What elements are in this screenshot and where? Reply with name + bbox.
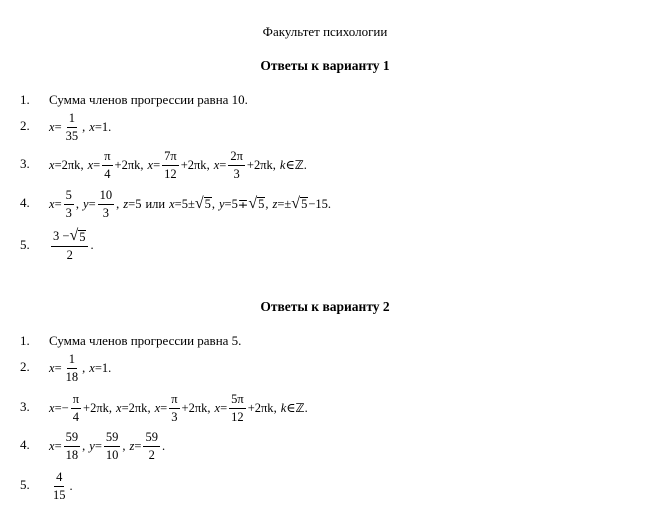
radicand: 5 — [79, 229, 86, 244]
answer-number: 2. — [20, 118, 30, 133]
fraction — [51, 471, 68, 501]
answer-number: 2. — [20, 359, 30, 374]
comma: , — [272, 157, 276, 172]
equals-sign: = — [160, 400, 168, 415]
element-of-sign: ∈ — [285, 158, 295, 172]
numerator: 59 — [64, 431, 81, 447]
fraction — [104, 431, 121, 461]
numerator: 7π — [162, 150, 179, 166]
fraction — [162, 150, 179, 180]
denominator: 3 — [171, 409, 178, 424]
faculty-heading: Факультет психологии — [262, 24, 388, 39]
radical-sign: √ — [69, 227, 79, 245]
element-of-sign: ∈ — [286, 401, 296, 415]
square-root — [248, 196, 265, 212]
term-2pik: 2πk — [121, 157, 141, 172]
plus-sign: + — [181, 400, 189, 415]
numerator: π — [169, 393, 179, 409]
number: 1 — [101, 119, 109, 134]
plus-sign: + — [83, 400, 91, 415]
equals-sign: = — [54, 400, 62, 415]
variant-1-title: Ответы к варианту 1 — [260, 58, 390, 73]
denominator: 3 — [102, 205, 109, 220]
comma: , — [116, 196, 120, 211]
denominator: 2 — [148, 447, 155, 462]
var-x: x — [49, 360, 55, 375]
square-root — [195, 196, 212, 212]
numerator: 4 — [54, 471, 64, 487]
period: . — [108, 360, 112, 375]
fraction — [228, 150, 245, 180]
equals-sign: = — [54, 438, 62, 453]
var-x: x — [147, 157, 154, 172]
denominator: 2 — [66, 248, 73, 263]
numerator: 1 — [67, 112, 77, 128]
fraction — [64, 189, 74, 219]
comma: , — [207, 400, 211, 415]
answer-1-text: Сумма членов прогрессии равна 5. — [49, 333, 242, 348]
answer-number: 3. — [20, 399, 30, 414]
fraction — [64, 112, 81, 142]
answer-number: 4. — [20, 437, 30, 452]
number: 5 — [181, 196, 188, 211]
fraction — [102, 150, 112, 180]
minus-plus-sign: ∓ — [237, 197, 249, 211]
var-y: y — [83, 196, 89, 211]
period: . — [69, 478, 73, 493]
denominator: 3 — [65, 205, 72, 220]
comma: , — [122, 438, 126, 453]
var-x: x — [213, 157, 220, 172]
fraction — [169, 393, 179, 423]
fraction — [98, 189, 115, 219]
denominator: 3 — [233, 166, 240, 181]
number: 1 — [101, 360, 109, 375]
denominator: 10 — [105, 447, 119, 462]
radicand: 5 — [258, 197, 265, 212]
denominator: 12 — [231, 409, 244, 424]
var-x: x — [89, 119, 95, 134]
numerator: 59 — [104, 431, 121, 447]
numerator: 5π — [229, 393, 246, 409]
radicand: 5 — [301, 197, 308, 212]
var-z: z — [272, 196, 278, 211]
period: . — [327, 196, 332, 211]
numerator — [51, 228, 88, 247]
answer-number: 5. — [20, 477, 30, 492]
answer-1-text: Сумма членов прогрессии равна 10. — [49, 92, 248, 107]
square-root — [69, 228, 86, 244]
number: 5 — [231, 196, 238, 211]
term-2pik: 2πk — [128, 400, 148, 415]
variant-2-title: Ответы к варианту 2 — [260, 299, 390, 314]
equals-sign: = — [153, 157, 161, 172]
period: . — [108, 119, 112, 134]
denominator: 18 — [65, 447, 79, 462]
equals-sign: = — [277, 196, 285, 211]
comma: , — [273, 400, 277, 415]
numerator: 59 — [143, 431, 160, 447]
fraction — [229, 393, 246, 423]
var-x: x — [116, 400, 122, 415]
equals-sign: = — [134, 438, 142, 453]
integers-symbol: ℤ — [294, 158, 304, 172]
var-x: x — [87, 157, 94, 172]
comma: , — [265, 196, 269, 211]
numerator: 5 — [64, 189, 74, 205]
var-x: x — [49, 400, 55, 415]
minus-sign: − — [308, 196, 316, 211]
answer-number: 1. — [20, 333, 30, 348]
square-root — [291, 196, 308, 212]
comma: , — [140, 157, 144, 172]
comma: , — [147, 400, 151, 415]
equals-sign: = — [219, 157, 227, 172]
var-k: k — [279, 157, 286, 172]
numerator: π — [102, 150, 112, 166]
plus-sign: + — [247, 400, 255, 415]
answer-number: 5. — [20, 237, 30, 252]
var-x: x — [169, 196, 175, 211]
numerator: π — [71, 393, 81, 409]
answer-number: 3. — [20, 156, 30, 171]
denominator: 18 — [65, 369, 79, 384]
numerator: 1 — [67, 353, 77, 369]
equals-sign: = — [54, 196, 62, 211]
var-z: z — [123, 196, 129, 211]
term-2pik: 2πk — [254, 400, 274, 415]
equals-sign: = — [94, 438, 102, 453]
term-2pik: 2πk — [61, 157, 81, 172]
comma: , — [80, 157, 84, 172]
var-z: z — [129, 438, 135, 453]
period: . — [303, 157, 307, 172]
fraction — [71, 393, 81, 423]
integers-symbol: ℤ — [295, 401, 305, 415]
minus-sign: − — [61, 400, 69, 415]
var-x: x — [214, 400, 221, 415]
numerator: 10 — [98, 189, 115, 205]
period: . — [161, 438, 166, 453]
plus-sign: + — [180, 157, 188, 172]
comma: , — [211, 196, 215, 211]
radical-sign: √ — [194, 195, 204, 212]
radical-sign: √ — [248, 195, 258, 212]
answer-5-formula — [49, 221, 94, 269]
equals-sign: = — [128, 196, 136, 211]
var-x: x — [49, 196, 55, 211]
comma: , — [206, 157, 210, 172]
number: 5 — [135, 196, 142, 211]
equals-sign: = — [54, 360, 62, 375]
plus-sign: + — [114, 157, 122, 172]
equals-sign: = — [94, 360, 102, 375]
denominator: 35 — [65, 128, 79, 143]
var-x: x — [49, 157, 55, 172]
equals-sign: = — [54, 157, 62, 172]
denominator: 4 — [104, 166, 111, 181]
term-2pik: 2πk — [90, 400, 109, 415]
term: 3 − — [53, 229, 70, 244]
equals-sign: = — [121, 400, 129, 415]
var-x: x — [49, 438, 55, 453]
equals-sign: = — [220, 400, 228, 415]
period: . — [90, 237, 94, 252]
fraction — [64, 353, 81, 383]
fraction — [64, 431, 81, 461]
var-y: y — [89, 438, 95, 453]
var-x: x — [89, 360, 95, 375]
equals-sign: = — [54, 119, 62, 134]
equals-sign: = — [174, 196, 182, 211]
plus-sign: + — [246, 157, 254, 172]
answer-5-formula — [49, 462, 73, 510]
var-k: k — [280, 400, 287, 415]
var-x: x — [49, 119, 55, 134]
comma: , — [82, 438, 86, 453]
period: . — [304, 400, 308, 415]
denominator: 4 — [72, 409, 79, 424]
word-or: или — [145, 196, 166, 211]
plus-minus-sign: ± — [284, 196, 292, 211]
answer-number: 4. — [20, 195, 30, 210]
radicand: 5 — [204, 197, 211, 212]
fraction — [143, 431, 160, 461]
var-x: x — [154, 400, 161, 415]
answer-number: 1. — [20, 92, 30, 107]
comma: , — [108, 400, 112, 415]
equals-sign: = — [88, 196, 96, 211]
equals-sign: = — [94, 119, 102, 134]
equals-sign: = — [93, 157, 101, 172]
denominator: 15 — [53, 487, 66, 502]
denominator: 12 — [164, 166, 177, 181]
number: 15 — [315, 196, 328, 211]
plus-minus-sign: ± — [187, 196, 195, 211]
term-2pik: 2πk — [253, 157, 273, 172]
equals-sign: = — [224, 196, 232, 211]
var-y: y — [218, 196, 225, 211]
term-2pik: 2πk — [187, 157, 207, 172]
radical-sign: √ — [291, 195, 301, 212]
comma: , — [75, 196, 79, 211]
comma: , — [82, 119, 86, 134]
term-2pik: 2πk — [188, 400, 208, 415]
numerator: 2π — [228, 150, 245, 166]
fraction — [51, 228, 88, 262]
comma: , — [82, 360, 86, 375]
